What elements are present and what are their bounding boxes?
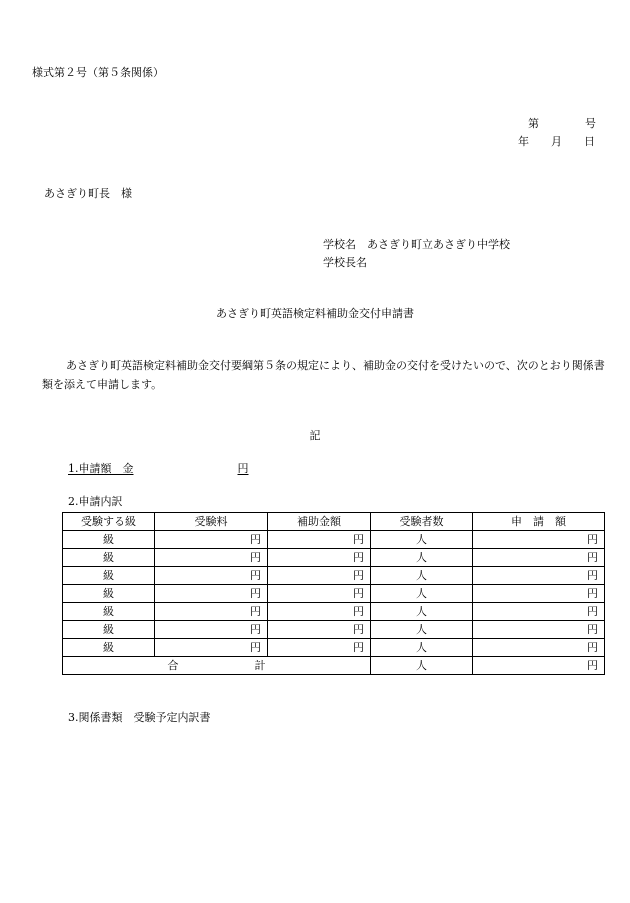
subsidy-cell[interactable]: 円 (268, 549, 371, 567)
exam-fee-cell[interactable]: 円 (155, 639, 268, 657)
table-row (63, 603, 605, 621)
subsidy-cell[interactable]: 円 (268, 639, 371, 657)
date-line (518, 136, 595, 147)
grade-cell[interactable]: 級 (63, 567, 155, 585)
total-label-kei: 計 (254, 659, 266, 672)
examinee-count-cell[interactable]: 人 (371, 531, 473, 549)
number-go: 号 (585, 117, 596, 130)
date-day: 日 (584, 135, 595, 148)
examinee-count-cell[interactable]: 人 (371, 549, 473, 567)
subsidy-cell[interactable]: 円 (268, 567, 371, 585)
application-amount-label: 1.申請額 金 (68, 462, 134, 475)
application-body-text: あさぎり町英語検定料補助金交付要綱第５条の規定により、補助金の交付を受けたいので、次のとおり関係書類を添えて申請します。 (42, 359, 605, 391)
date-month: 月 (551, 135, 562, 148)
table-row (63, 549, 605, 567)
addressee: あさぎり町長 様 (44, 187, 132, 200)
ki-heading: 記 (309, 429, 321, 442)
school-name: 学校名 あさぎり町立あさぎり中学校 (323, 238, 510, 251)
table-row (63, 531, 605, 549)
application-amount-cell[interactable]: 円 (473, 639, 605, 657)
table-total-row (63, 657, 605, 675)
section-related-documents: 3.関係書類 受験予定内訳書 (68, 711, 211, 724)
grade-cell[interactable]: 級 (63, 621, 155, 639)
exam-fee-cell[interactable]: 円 (155, 531, 268, 549)
subsidy-cell[interactable]: 円 (268, 531, 371, 549)
examinee-count-cell[interactable]: 人 (371, 585, 473, 603)
header-examinee-count: 受験者数 (371, 513, 473, 531)
number-dai: 第 (528, 117, 539, 130)
application-amount-cell[interactable]: 円 (473, 549, 605, 567)
total-label-go: 合 (167, 659, 179, 672)
principal-name: 学校長名 (323, 256, 367, 269)
application-amount-line (68, 462, 249, 475)
grade-cell[interactable]: 級 (63, 531, 155, 549)
total-label-cell (63, 657, 371, 675)
document-title: あさぎり町英語検定料補助金交付申請書 (216, 307, 414, 320)
total-examinee-count-cell[interactable]: 人 (371, 657, 473, 675)
application-amount-cell[interactable]: 円 (473, 531, 605, 549)
breakdown-table (62, 512, 605, 675)
header-grade: 受験する級 (63, 513, 155, 531)
date-year: 年 (518, 135, 529, 148)
exam-fee-cell[interactable]: 円 (155, 621, 268, 639)
examinee-count-cell[interactable]: 人 (371, 603, 473, 621)
subsidy-cell[interactable]: 円 (268, 603, 371, 621)
application-amount-cell[interactable]: 円 (473, 621, 605, 639)
header-exam-fee: 受験料 (155, 513, 268, 531)
examinee-count-cell[interactable]: 人 (371, 621, 473, 639)
header-application-amount: 申 請 額 (473, 513, 605, 531)
grade-cell[interactable]: 級 (63, 603, 155, 621)
total-application-amount-cell[interactable]: 円 (473, 657, 605, 675)
table-row (63, 585, 605, 603)
grade-cell[interactable]: 級 (63, 549, 155, 567)
table-row (63, 621, 605, 639)
table-row (63, 639, 605, 657)
exam-fee-cell[interactable]: 円 (155, 567, 268, 585)
section-breakdown-label: 2.申請内訳 (68, 495, 123, 508)
application-amount-cell[interactable]: 円 (473, 567, 605, 585)
header-subsidy-amount: 補助金額 (268, 513, 371, 531)
application-amount-cell[interactable]: 円 (473, 603, 605, 621)
table-row (63, 567, 605, 585)
grade-cell[interactable]: 級 (63, 585, 155, 603)
grade-cell[interactable]: 級 (63, 639, 155, 657)
exam-fee-cell[interactable]: 円 (155, 585, 268, 603)
application-amount-cell[interactable]: 円 (473, 585, 605, 603)
subsidy-cell[interactable]: 円 (268, 621, 371, 639)
exam-fee-cell[interactable]: 円 (155, 549, 268, 567)
exam-fee-cell[interactable]: 円 (155, 603, 268, 621)
subsidy-cell[interactable]: 円 (268, 585, 371, 603)
document-number-line (528, 118, 596, 129)
section-application-amount (68, 463, 249, 474)
form-number: 様式第２号（第５条関係） (32, 66, 164, 79)
application-amount-unit: 円 (237, 462, 249, 475)
table-header-row (63, 513, 605, 531)
examinee-count-cell[interactable]: 人 (371, 567, 473, 585)
examinee-count-cell[interactable]: 人 (371, 639, 473, 657)
